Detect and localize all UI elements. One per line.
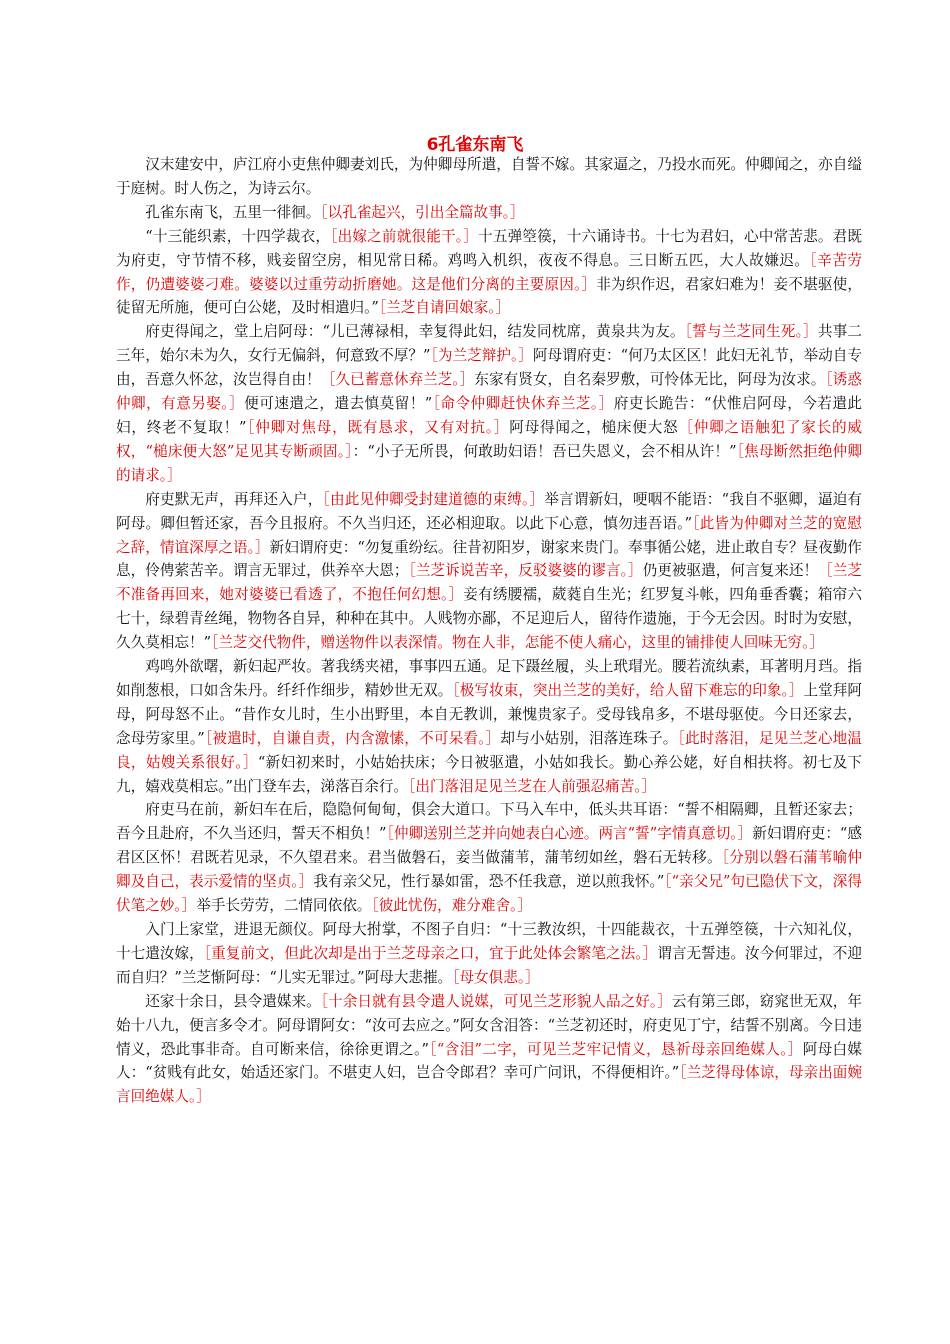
paragraph (116, 488, 862, 655)
poem-text: 妾有绣腰襦，葳蕤自生光；红罗复斗帐，四角垂香囊；箱帘六七十，绿碧青丝绳，物物各自异，种种在其中。人贱物亦鄙，不足迎后人，留待作遗施，于今无会因。时时为安慰，久久莫相忘！” (116, 586, 862, 652)
annotation-note: ［仲卿之语触犯了家长的威权，“槌床便大怒”足见其专断顽固。］ (116, 418, 862, 460)
poem-text: 举言谓新妇，哽咽不能语：“我自不驱卿，逼迫有阿母。卿但暂还家，吾今且报府。不久当归还，还必相迎取。以此下心意，慎勿违吾语。” (116, 490, 862, 532)
annotation-note: ［出嫁之前就很能干。］ (330, 227, 479, 245)
poem-text: 新妇谓府吏：“感君区区怀！君既若见录，不久望君来。君当做磐石，妾当做蒲苇，蒲苇纫如丝，磐石无转移。 (116, 825, 863, 867)
paragraph (116, 201, 862, 225)
poem-text: 孔雀东南飞，五里一徘徊。 (145, 203, 321, 221)
annotation-note: ［兰芝诉说苦辛，反驳婆婆的谬言。］ (408, 562, 643, 580)
poem-text: 入门上家堂，进退无颜仪。阿母大拊掌，不图子自归：“十三教汝织，十四能裁衣，十五弹箜篌，十六知礼仪，十七遣汝嫁， (116, 921, 862, 962)
poem-text: 便可速遣之，遣去慎莫留！” (244, 395, 433, 413)
paragraph (116, 225, 862, 321)
annotation-note: ［此时落泪，足见兰芝心地温良，姑嫂关系很好。］ (116, 729, 862, 771)
annotation-note: ［被遣时，自谦自责，内含激愫，不可呆看。］ (204, 729, 501, 747)
poem-text: 东家有贤女，自名秦罗敷，可怜体无比，阿母为汝求。 (474, 371, 826, 389)
annotation-note: ［兰芝得母体谅，母亲出面婉言回绝媒人。］ (116, 1064, 863, 1106)
poem-text: 我有亲父兄，性行暴如雷，恐不任我意，逆以煎我怀。” (313, 873, 665, 891)
poem-text: 阿母白媒人：“贫贱有此女，始适还家门。不堪吏人妇，岂合令郎君？幸可广问讯，不得便相许。” (116, 1040, 862, 1082)
annotation-note: ［极写妆束，突出兰芝的美好，给人留下难忘的印象。］ (452, 681, 804, 699)
annotation-note: ［兰芝交代物件，赠送物件以表深情。物在人非，怎能不使人痛心，这里的铺排使人回味无穷。］ (211, 634, 824, 652)
poem-text: 上堂拜阿母，阿母怒不止。“昔作女儿时，生小出野里，本自无教训，兼愧贵家子。受母钱帛多，不堪母驱使。今日还家去，念母劳家里。” (116, 681, 862, 747)
annotation-note: ［由此见仲卿受封建道德的束缚。］ (322, 490, 545, 508)
document-title: 6孔雀东南飞 (426, 135, 524, 155)
annotation-note: ［诱惑仲卿，有意另娶。］ (116, 371, 862, 413)
annotation-note: ［重复前文，但此次却是出于兰芝母亲之口，宜于此处体会繁笔之法。］ (203, 944, 658, 962)
poem-text: ：“小子无所畏，何敢助妇语！吾已失恩义，会不相从许！” (352, 442, 737, 460)
poem-text: “十三能织素，十四学裁衣， (145, 227, 331, 245)
annotation-note: ［誓与兰芝同生死。］ (684, 323, 818, 341)
poem-text: 阿母得闻之，槌床便大怒 (509, 418, 679, 436)
annotation-note: ［兰芝自请回娘家。］ (378, 299, 511, 317)
poem-text: “新妇初来时，小姑始扶床；今日被驱遣，小姑如我长。勤心养公姥，好自相扶将。初七及下九，嬉戏莫相忘。”出门登车去，涕落百余行。 (116, 753, 863, 795)
document-body (116, 153, 862, 1109)
annotation-note: ［仲卿送别兰芝并向她表白心迹。两言“誓”字情真意切。］ (386, 825, 753, 843)
poem-text: 谓言无誓违。汝今何罪过，不迎而自归？”兰芝惭阿母：“儿实无罪过。”阿母大悲摧。 (116, 944, 862, 986)
poem-text: 府吏默无声，再拜还入户， (145, 490, 323, 508)
annotation-note: ［“亲父兄”句已隐伏下文，深得伏笔之妙。］ (116, 873, 862, 915)
annotation-note: ［“含泪”二字，可见兰芝牢记情义，恳祈母亲回绝媒人。］ (429, 1040, 803, 1058)
annotation-note: ［辛苦劳作，仍遭婆婆刁难。婆婆以过重劳动折磨她。这是他们分离的主要原因。］ (116, 251, 862, 293)
annotation-note: ［仲卿对焦母，既有恳求，又有对抗。］ (246, 418, 510, 436)
poem-text: 举手长劳劳，二情同依依。 (196, 897, 372, 915)
poem-text: 鸡鸣外欲曙，新妇起严妆。著我绣夹裙，事事四五通。足下蹑丝履，头上玳瑁光。腰若流纨素，耳著明月珰。指如削葱根，口如含朱丹。纤纤作细步，精妙世无双。 (116, 658, 862, 699)
annotation-note: ［久已蓄意休弃兰芝。］ (320, 371, 475, 389)
annotation-note: ［彼此忧伤，难分难舍。］ (371, 897, 532, 915)
poem-text: 共事二三年，始尔未为久，女行无偏斜，何意致不厚？” (116, 323, 862, 365)
poem-text: 还家十余日，县令遣媒来。 (145, 992, 321, 1010)
poem-text: 十五弹箜篌，十六诵诗书。十七为君妇，心中常苦悲。君既为府吏，守节情不移，贱妾留空房，相见常日稀。鸡鸣入机织，夜夜不得息。三日断五匹，大人故嫌迟。 (116, 227, 862, 269)
annotation-note: ［以孔雀起兴，引出全篇故事。］ (320, 203, 525, 221)
paragraph (116, 918, 862, 990)
annotation-note: ［此皆为仲卿对兰芝的宽慰之辞，情谊深厚之语。］ (116, 514, 863, 556)
poem-text: 非为织作迟，君家妇难为！妾不堪驱使，徒留无所施，便可白公姥，及时相遣归。” (116, 275, 862, 317)
annotation-note: ［分别以磐石蒲苇喻仲卿及自己，表示爱情的坚贞。］ (116, 849, 862, 891)
poem-text: 却与小姑别，泪落连珠子。 (500, 729, 678, 747)
poem-text: 府吏得闻之，堂上启阿母：“儿已薄禄相，幸复得此妇，结发同枕席，黄泉共为友。 (145, 323, 685, 341)
annotation-note: ［十余日就有县令遣人说媒，可见兰芝形貌人品之好。］ (320, 992, 672, 1010)
poem-text: 阿母谓府吏：“何乃太区区！此妇无礼节，举动自专由，吾意久怀忿，汝岂得自由！ (116, 347, 862, 389)
annotation-note: ［焦母断然拒绝仲卿的请求。］ (116, 442, 863, 484)
annotation-note: ［母女俱悲。］ (452, 968, 540, 986)
poem-text: 云有第三郎，窈窕世无双，年始十八九，便言多令才。阿母谓阿女：“汝可去应之。”阿女含泪答：“兰芝初还时，府吏见丁宁，结誓不别离。今日违情义，恐此事非奇。自可断来信，徐徐更谓之。” (116, 992, 862, 1058)
poem-text: 府吏长跪告：“伏惟启阿母，今若遣此妇，终老不复取！” (116, 395, 862, 436)
paragraph (116, 798, 862, 918)
annotation-note: ［出门落泪足见兰芝在人前强忍痛苦。］ (408, 777, 657, 795)
poem-text: 新妇谓府吏：“勿复重纷纭。往昔初阳岁，谢家来贵门。奉事循公姥，进止敢自专？昼夜勤作息，伶俜萦苦辛。谓言无罪过，供养卒大恩； (116, 538, 863, 580)
paragraph (116, 320, 862, 487)
annotation-note: ［兰芝不准备再回来，她对婆婆已看透了，不抱任何幻想。］ (116, 562, 862, 604)
paragraph (116, 655, 862, 798)
paragraph (116, 990, 862, 1110)
poem-text: 汉末建安中，庐江府小吏焦仲卿妻刘氏，为仲卿母所遣，自誓不嫁。其家逼之，乃投水而死。仲卿闻之，亦自缢于庭树。时人伤之，为诗云尔。 (116, 156, 862, 197)
paragraph (116, 153, 862, 201)
annotation-note: ［命令仲卿赶快休弃兰芝。］ (432, 395, 614, 413)
poem-text: 府吏马在前，新妇车在后，隐隐何甸甸，俱会大道口。下马入车中，低头共耳语：“誓不相隔卿，且暂还家去；吾今且赴府，不久当还归，誓天不相负！” (116, 801, 862, 843)
poem-text: 仍更被驱遣，何言复来还！ (642, 562, 819, 580)
annotation-note: ［为兰芝辩护。］ (430, 347, 533, 365)
